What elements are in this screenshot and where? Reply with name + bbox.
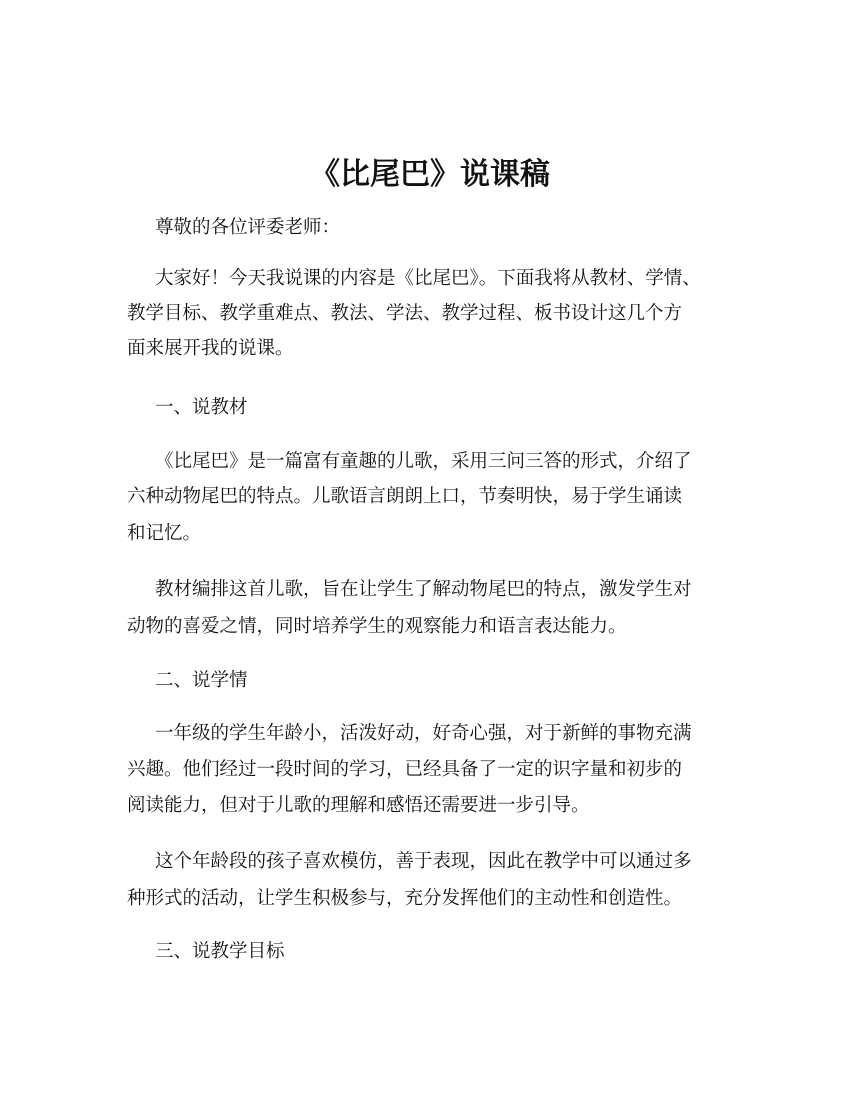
- salutation: 尊敬的各位评委老师：: [155, 217, 341, 238]
- section2-p2-line-1: 这个年龄段的孩子喜欢模仿，善于表现，因此在教学中可以通过多: [155, 851, 692, 872]
- intro-line-1: 大家好！今天我说课的内容是《比尾巴》。下面我将从教材、学情、: [155, 268, 701, 289]
- section2-p1-line-2: 兴趣。他们经过一段时间的学习，已经具备了一定的识字量和初步的: [127, 759, 683, 780]
- section-heading-2: 二、说学情: [155, 670, 248, 691]
- section1-p2-line-2: 动物的喜爱之情，同时培养学生的观察能力和语言表达能力。: [127, 616, 627, 637]
- section2-p2-line-2: 种形式的活动，让学生积极参与，充分发挥他们的主动性和创造性。: [127, 888, 683, 909]
- section1-p1-line-1: 《比尾巴》是一篇富有童趣的儿歌，采用三问三答的形式，介绍了: [155, 451, 692, 472]
- section2-p1-line-1: 一年级的学生年龄小，活泼好动，好奇心强，对于新鲜的事物充满: [155, 723, 692, 744]
- document-title: 《比尾巴》说课稿: [310, 157, 550, 192]
- section1-p1-line-3: 和记忆。: [127, 523, 202, 544]
- section-heading-1: 一、说教材: [155, 397, 248, 418]
- section-heading-3: 三、说教学目标: [155, 941, 285, 962]
- intro-line-2: 教学目标、教学重难点、教法、学法、教学过程、板书设计这几个方: [127, 303, 683, 324]
- intro-line-3: 面来展开我的说课。: [127, 338, 294, 359]
- section2-p1-line-3: 阅读能力，但对于儿歌的理解和感悟还需要进一步引导。: [127, 795, 590, 816]
- section1-p2-line-1: 教材编排这首儿歌，旨在让学生了解动物尾巴的特点，激发学生对: [155, 579, 692, 600]
- section1-p1-line-2: 六种动物尾巴的特点。儿歌语言朗朗上口，节奏明快，易于学生诵读: [127, 486, 683, 507]
